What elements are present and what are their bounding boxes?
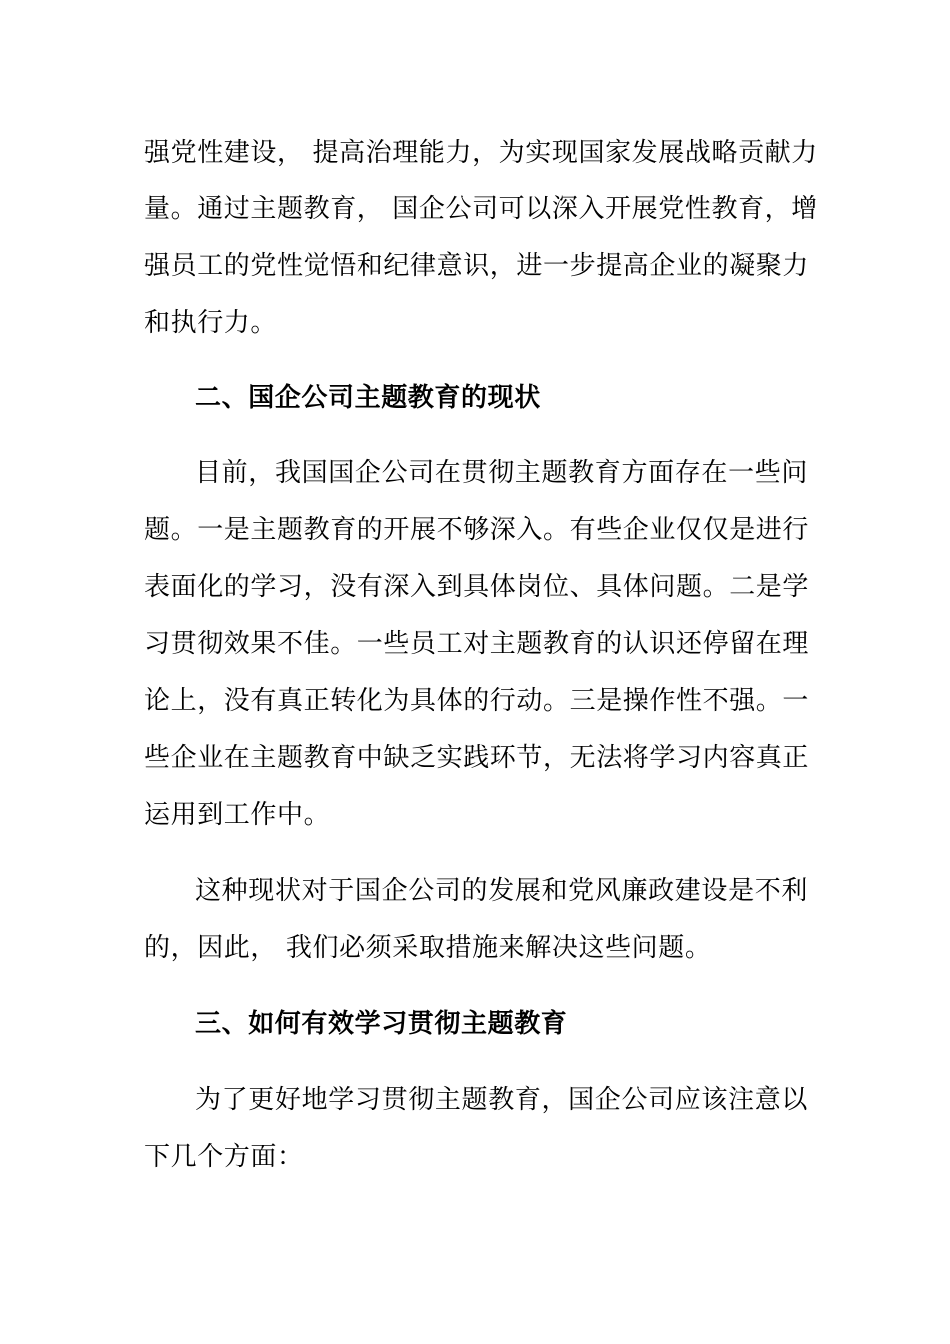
paragraph-line: 为了更好地学习贯彻主题教育，国企公司应该注意以 [195,1085,808,1115]
paragraph-line: 的，因此， 我们必须采取措施来解决这些问题。 [144,933,712,963]
paragraph-line: 习贯彻效果不佳。一些员工对主题教育的认识还停留在理 [144,629,810,659]
paragraph-line: 论上，没有真正转化为具体的行动。三是操作性不强。一 [144,686,810,716]
paragraph-line: 运用到工作中。 [144,800,331,830]
paragraph-line: 强员工的党性觉悟和纪律意识，进一步提高企业的凝聚力 [144,251,810,281]
paragraph-line: 强党性建设， 提高治理能力，为实现国家发展战略贡献力 [144,138,818,168]
paragraph-line: 和执行力。 [144,308,278,338]
paragraph-line: 表面化的学习，没有深入到具体岗位、具体问题。二是学 [144,572,810,602]
section-heading-2: 二、国企公司主题教育的现状 [195,383,541,413]
paragraph-line: 下几个方面： [144,1142,304,1172]
section-heading-3: 三、如何有效学习贯彻主题教育 [195,1009,568,1039]
paragraph-line: 题。一是主题教育的开展不够深入。有些企业仅仅是进行 [144,515,810,545]
paragraph-line: 些企业在主题教育中缺乏实践环节，无法将学习内容真正 [144,743,810,773]
paragraph-line: 目前，我国国企公司在贯彻主题教育方面存在一些问 [195,458,808,488]
paragraph-line: 这种现状对于国企公司的发展和党风廉政建设是不利 [195,876,808,906]
paragraph-line: 量。通过主题教育， 国企公司可以深入开展党性教育，增 [144,194,818,224]
